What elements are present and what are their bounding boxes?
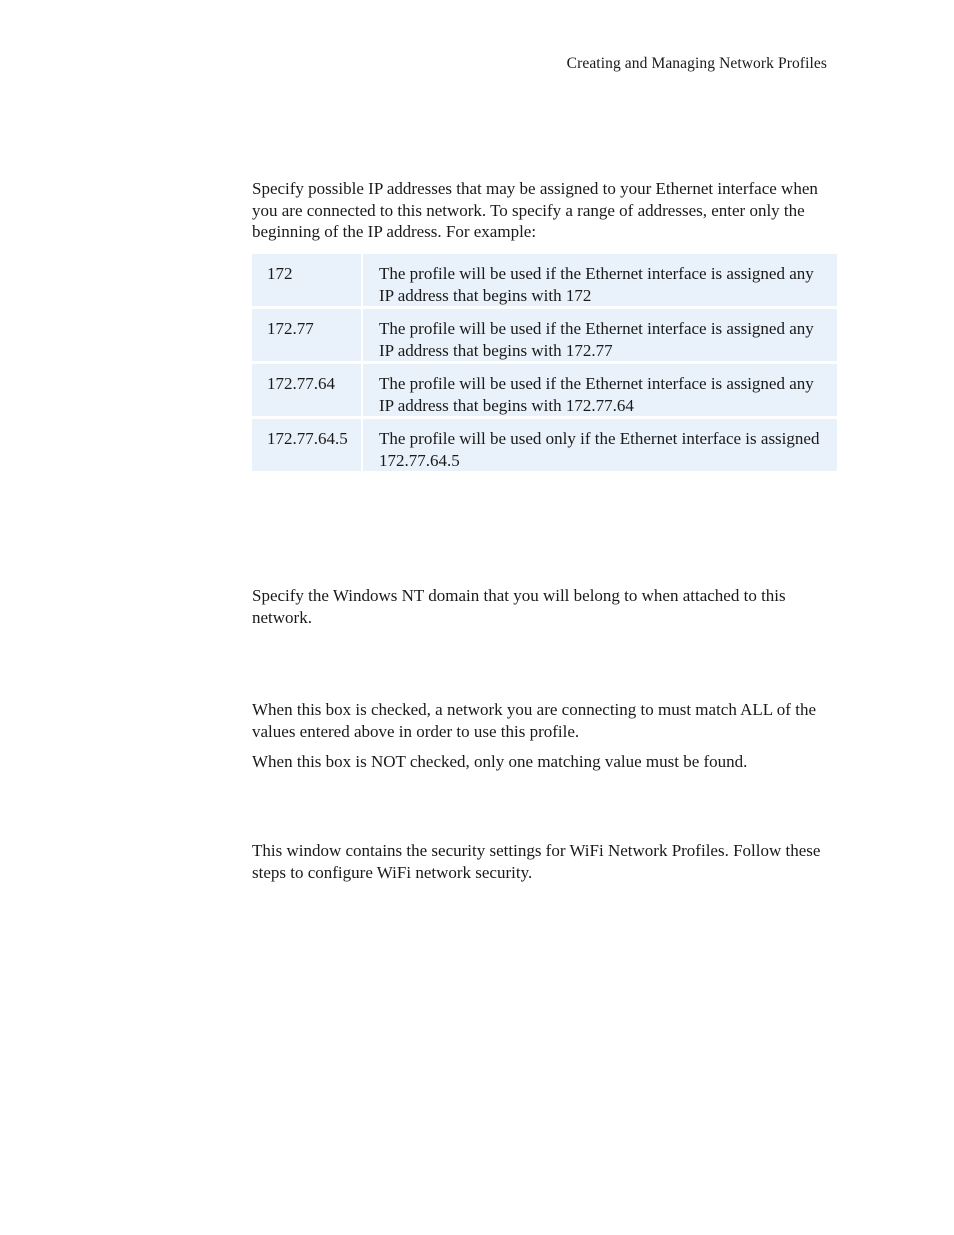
table-row [252, 309, 837, 361]
match-all-checked-description: When this box is checked, a network you are connecting to must match ALL of the values entered above in order to use this profile. [252, 700, 816, 741]
table-row [252, 419, 837, 471]
ip-prefix-cell: 172.77.64 [252, 364, 361, 416]
table-row [252, 364, 837, 416]
ip-description-cell: The profile will be used if the Ethernet interface is assigned any IP address that begins with 172 [363, 254, 837, 306]
ip-address-table [250, 251, 839, 474]
running-header: Creating and Managing Network Profiles [566, 55, 827, 72]
ip-description-cell: The profile will be used only if the Ethernet interface is assigned 172.77.64.5 [363, 419, 837, 471]
domain-description: Specify the Windows NT domain that you will belong to when attached to this network. [252, 586, 786, 627]
ip-address-intro: Specify possible IP addresses that may be assigned to your Ethernet interface when you are connected to this network. To specify a range of addresses, enter only the beginning of the IP address. For example: [252, 179, 818, 241]
ip-description-cell: The profile will be used if the Ethernet interface is assigned any IP address that begins with 172.77 [363, 309, 837, 361]
ip-prefix-cell: 172.77 [252, 309, 361, 361]
ip-prefix-cell: 172 [252, 254, 361, 306]
ip-description-cell: The profile will be used if the Ethernet interface is assigned any IP address that begins with 172.77.64 [363, 364, 837, 416]
ip-prefix-cell: 172.77.64.5 [252, 419, 361, 471]
table-row [252, 254, 837, 306]
match-all-unchecked-description: When this box is NOT checked, only one matching value must be found. [252, 752, 748, 771]
wifi-security-description: This window contains the security settings for WiFi Network Profiles. Follow these steps to configure WiFi network security. [252, 841, 821, 882]
